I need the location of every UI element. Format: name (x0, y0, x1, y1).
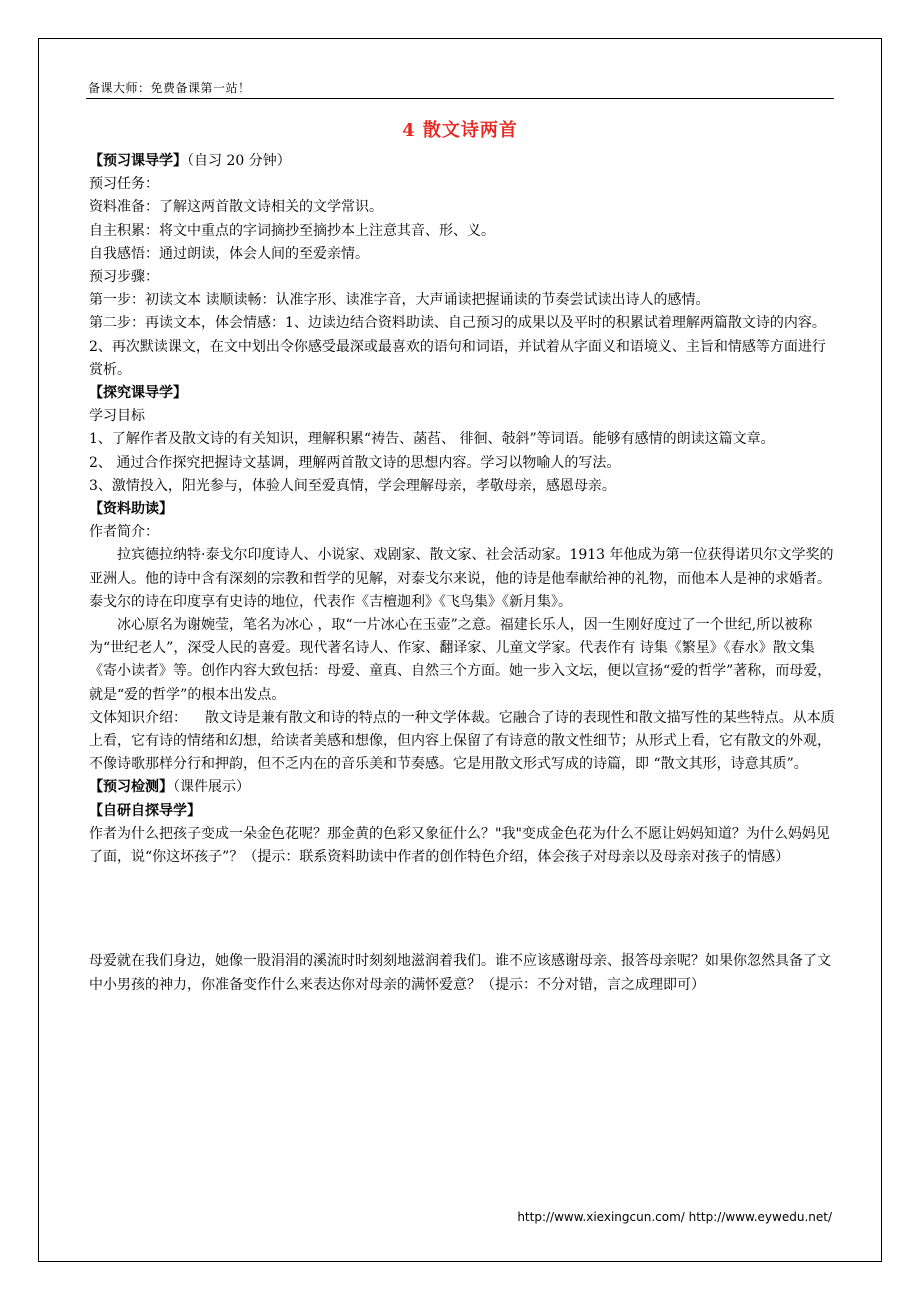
self-study-heading: 【自研自探导学】 (89, 802, 201, 819)
preview-heading: 【预习课导学】 (89, 153, 187, 169)
page-title: 4 散文诗两首 (402, 120, 518, 141)
goals-label: 学习目标 (89, 408, 145, 425)
genre-paragraph (89, 707, 835, 777)
genre-label: 文体知识介绍： (89, 709, 187, 726)
page-footer-urls: http://www.xiexingcun.com/ http://www.eywedu.net/ (517, 1210, 832, 1224)
preview-steps-label: 预习步骤： (89, 269, 159, 286)
explore-heading: 【探究课导学】 (89, 385, 187, 402)
preview-step-2: 第二步：再读文本，体会情感：1、边读边结合资料助读、自己预习的成果以及平时的积累试着理解两篇散文诗的内容。2、再次默读课文，在文中划出令你感受最深或最喜欢的语句和词语，并试着从字面义和语境义、主旨和情感等方面进行赏析。 (89, 315, 826, 378)
author-label: 作者简介： (89, 524, 159, 541)
answer-space (89, 869, 835, 950)
header-divider (86, 98, 834, 99)
goal-3: 3、激情投入，阳光参与，体验人间至爱真情，学会理解母亲，孝敬母亲，感恩母亲。 (89, 477, 616, 494)
check-heading: 【预习检测】 (89, 779, 173, 796)
self-study-question-1: 作者为什么把孩子变成一朵金色花呢？那金黄的色彩又象征什么？"我"变成金色花为什么不愿让妈妈知道？为什么妈妈见了面，说“你这坏孩子”？（提示：联系资料助读中作者的创作特色介绍，体会孩子对母亲以及母亲对孩子的情感） (89, 825, 830, 866)
goal-2: 2、 通过合作探究把握诗文基调，理解两首散文诗的思想内容。学习以物喻人的写法。 (89, 454, 621, 471)
self-study-question-2: 母爱就在我们身边，她像一股涓涓的溪流时时刻刻地滋润着我们。谁不应该感谢母亲、报答母亲呢？如果你忽然具备了文中小男孩的神力，你准备变作什么来表达你对母亲的满怀爱意？（提示：不分对错，言之成理即可） (89, 953, 831, 993)
document-body (89, 150, 835, 997)
preview-heading-line (89, 150, 835, 173)
tagore-bio: 拉宾德拉纳特·泰戈尔印度诗人、小说家、戏剧家、散文家、社会活动家。1913 年他成为第一位获得诺贝尔文学奖的亚洲人。他的诗中含有深刻的宗教和哲学的见解，对泰戈尔来说，他的诗是他奉献给神的礼物，而他本人是神的求婚者。泰戈尔的诗在印度享有史诗的地位，代表作《吉檀迦利》《飞鸟集》《新月集》。 (89, 547, 834, 610)
preview-materials: 资料准备：了解这两首散文诗相关的文学常识。 (89, 199, 383, 216)
reading-heading: 【资料助读】 (89, 501, 173, 518)
check-heading-line (89, 776, 835, 799)
preview-accumulate: 自主积累：将文中重点的字词摘抄至摘抄本上注意其音、形、义。 (89, 222, 495, 239)
check-note: （课件展示） (173, 779, 250, 796)
genre-text: 散文诗是兼有散文和诗的特点的一种文学体裁。它融合了诗的表现性和散文描写性的某些特点。从本质上看，它有诗的情绪和幻想，给读者美感和想像，但内容上保留了有诗意的散文性细节；从形式上看，它有散文的外观，不像诗歌那样分行和押韵，但不乏内在的音乐美和节奏感。它是用散文形式写成的诗篇，即 “散文其形，诗意其质”。 (89, 709, 835, 773)
bingxin-bio: 冰心原名为谢婉莹，笔名为冰心 ，取“一片冰心在玉壶”之意。福建长乐人，因一生刚好度过了一个世纪,所以被称为“世纪老人”，深受人民的喜爱。现代著名诗人、作家、翻译家、儿童文学家。代表作有 诗集《繁星》《春水》散文集《寄小读者》等。创作内容大致包括：母爱、童真、自然三个方面。她一步入文坛，便以宣扬“爱的哲学”著称，而母爱，就是“爱的哲学”的根本出发点。 (89, 617, 832, 703)
preview-task-label: 预习任务： (89, 176, 159, 193)
preview-insight: 自我感悟：通过朗读，体会人间的至爱亲情。 (89, 245, 369, 262)
preview-time-note: （自习 20 分钟） (187, 153, 291, 169)
goal-1: 1、了解作者及散文诗的有关知识，理解积累“祷告、菡萏、 徘徊、攲斜”等词语。能够有感情的朗读这篇文章。 (89, 431, 775, 448)
page-header: 备课大师：免费备课第一站！ (88, 81, 251, 95)
preview-step-1: 第一步：初读文本 读顺读畅：认准字形、读准字音，大声诵读把握诵读的节奏尝试读出诗人的感情。 (89, 292, 710, 309)
